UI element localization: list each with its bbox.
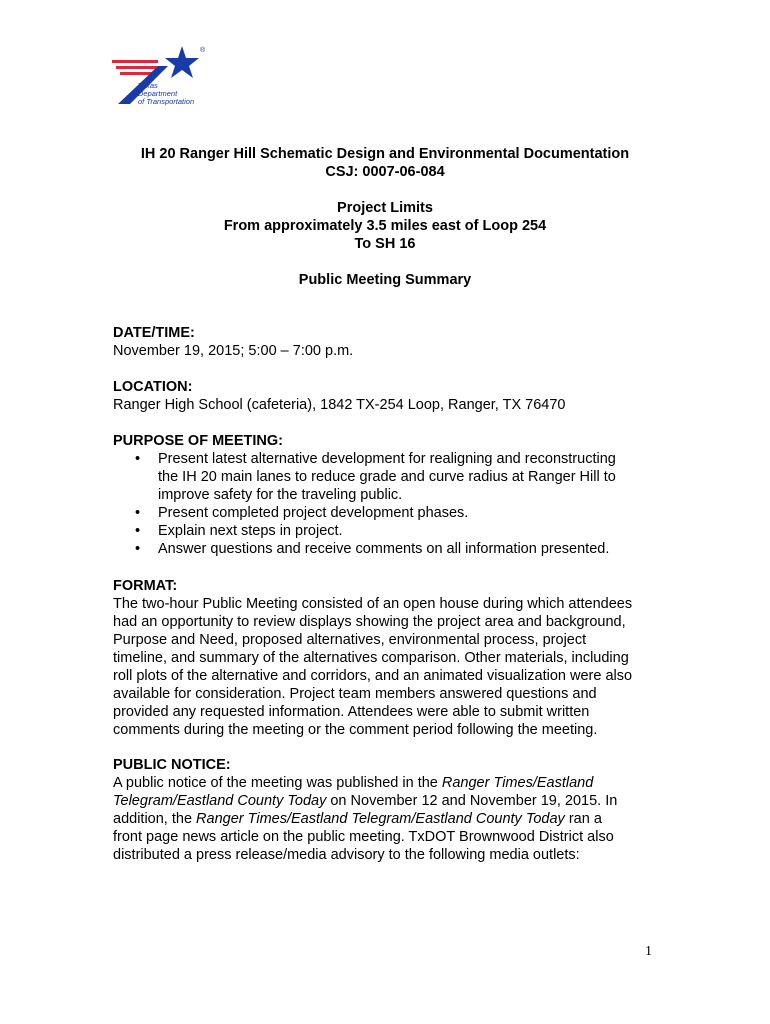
format-section <box>113 577 658 739</box>
bullet-glyph: • <box>135 541 141 557</box>
datetime-value: November 19, 2015; 5:00 – 7:00 p.m. <box>113 343 354 359</box>
format-line: The two-hour Public Meeting consisted of an open house during which attendees <box>113 596 633 612</box>
purpose-item <box>113 450 658 504</box>
purpose-item <box>113 522 658 540</box>
format-line: available for consideration. Project team members answered questions and <box>113 686 597 702</box>
format-line: timeline, and summary of the alternatives comparison. Other materials, including <box>113 650 629 666</box>
public-notice-line: distributed a press release/media advisory to the following media outlets: <box>113 847 580 863</box>
logo-wordmark <box>138 82 194 106</box>
datetime-section <box>113 324 658 360</box>
public-notice-line <box>113 774 658 792</box>
public-notice-text: A public notice of the meeting was published in the <box>113 775 442 791</box>
datetime-label: DATE/TIME: <box>113 325 195 341</box>
logo-line-2: Department <box>138 89 178 98</box>
logo-line-3: of Transportation <box>138 97 195 106</box>
logo-line-1: Texas <box>138 81 158 90</box>
purpose-item-line: improve safety for the traveling public. <box>158 487 403 503</box>
project-limits-heading: Project Limits <box>337 200 433 216</box>
purpose-item <box>113 504 658 522</box>
purpose-list <box>113 450 658 558</box>
purpose-item-line: Present latest alternative development for realigning and reconstructing <box>158 451 616 467</box>
bullet-glyph: • <box>135 451 141 467</box>
purpose-item-line: the IH 20 main lanes to reduce grade and curve radius at Ranger Hill to <box>158 469 616 485</box>
purpose-item-line: Present completed project development phases. <box>158 505 469 521</box>
public-notice-label: PUBLIC NOTICE: <box>113 757 231 773</box>
public-notice-text: on November 12 and November 19, 2015. In <box>326 793 618 809</box>
project-limits-to: To SH 16 <box>354 236 416 252</box>
publication-name: Telegram/Eastland County Today <box>113 793 327 809</box>
document-title: IH 20 Ranger Hill Schematic Design and Environmental Documentation <box>140 146 630 162</box>
format-line: comments during the meeting or the comment period following the meeting. <box>113 722 598 738</box>
project-limits-from: From approximately 3.5 miles east of Loop 254 <box>223 218 547 234</box>
project-limits <box>0 199 770 253</box>
public-notice-line: front page news article on the public meeting. TxDOT Brownwood District also <box>113 829 614 845</box>
purpose-label: PURPOSE OF MEETING: <box>113 433 283 449</box>
format-line: Purpose and Need, proposed alternatives, environmental process, project <box>113 632 587 648</box>
public-notice-line <box>113 792 658 810</box>
bullet-glyph: • <box>135 505 141 521</box>
summary-heading: Public Meeting Summary <box>298 272 472 288</box>
registered-mark: ® <box>200 47 206 54</box>
public-notice-line <box>113 810 658 828</box>
publication-name: Ranger Times/Eastland <box>441 775 594 791</box>
document-header <box>0 145 770 181</box>
purpose-section <box>113 432 658 558</box>
bullet-glyph: • <box>135 523 141 539</box>
public-notice-text: addition, the <box>113 811 197 827</box>
csj-number: CSJ: 0007-06-084 <box>325 164 445 180</box>
purpose-item <box>113 540 658 558</box>
location-value: Ranger High School (cafeteria), 1842 TX-254 Loop, Ranger, TX 76470 <box>113 397 566 413</box>
format-line: had an opportunity to review displays showing the project area and background, <box>113 614 626 630</box>
format-label: FORMAT: <box>113 578 178 594</box>
location-section <box>113 378 658 414</box>
format-line: provided any requested information. Attendees were able to submit written <box>113 704 590 720</box>
page-number: 1 <box>645 944 652 959</box>
summary-heading-block <box>0 271 770 289</box>
public-notice-text: ran a <box>564 811 602 827</box>
location-label: LOCATION: <box>113 379 193 395</box>
txdot-logo <box>110 42 210 114</box>
public-notice-section <box>113 756 658 864</box>
purpose-item-line: Answer questions and receive comments on all information presented. <box>158 541 610 557</box>
format-line: roll plots of the alternative and corridors, and an animated visualization were also <box>113 668 633 684</box>
purpose-item-line: Explain next steps in project. <box>158 523 343 539</box>
publication-name: Ranger Times/Eastland Telegram/Eastland County Today <box>196 811 565 827</box>
